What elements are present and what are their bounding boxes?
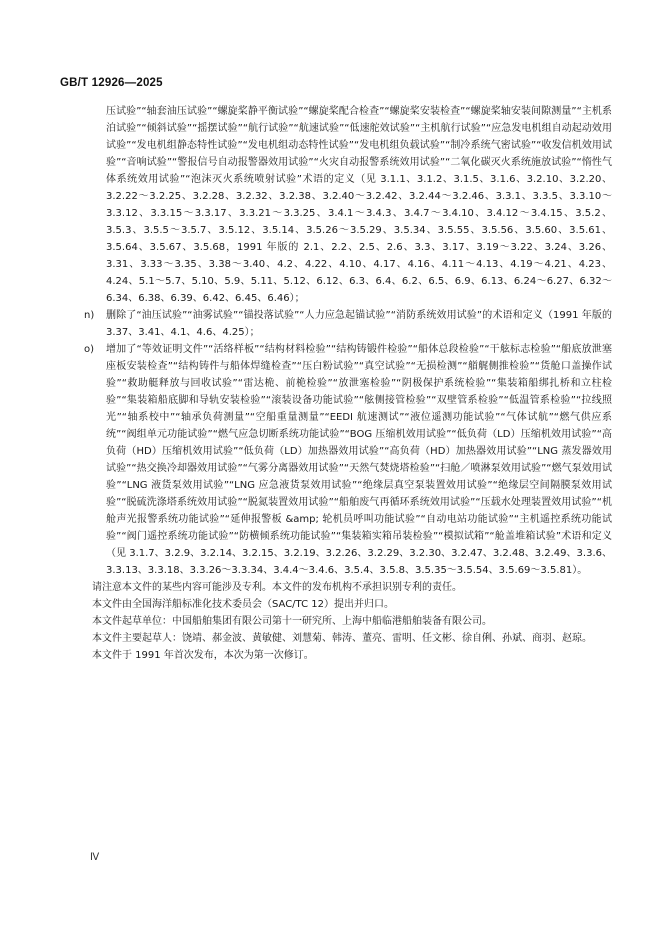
foreword-content [72,103,612,664]
standard-code-header: GB/T 12926—2025 [60,77,163,89]
list-marker-n: n) [84,310,95,321]
list-item-n [72,307,612,341]
list-text-o: 增加了“等效证明文件”“活络样板”“结构材料检验”“结构铸锻件检验”“船体总段检验”“干舷标志检验”“船底放泄塞座板安装检查”“结构铸件与船体焊缝检查”“压白粉试验”“真空试验”“无损检测”“艏艉侧推检验”“货舱口盖操作试验”“救助艇释放与回收试验”“雷达桅、前桅检验”“放泄塞检验”“阴极保护系统检验”“集装箱船绑扎桥和立柱检验”“集装箱船底脚和导轨安装检验”“滚装设备功能试验”“舷侧接管检验”“双壁管系检验”“低温管系检验”“拉线照光”“轴系校中”“轴承负荷测量”“空船重量测量”“EEDI 航速测试”“液位遥测功能试验”“气体试航”“燃气供应系统”“阀组单元功能试验”“燃气应急切断系统功能试验”“BOG 压缩机效用试验”“低负荷（LD）压缩机效用试验”“高负荷（HD）压缩机效用试验”“低负荷（LD）加热器效用试验”“高负荷（HD）加热器效用试验”“LNG 蒸发器效用试验”“热交换冷却器效用试验”“气雾分离器效用试验”“天然气焚烧塔检验”“扫舱／喷淋泵效用试验”“燃气泵效用试验”“LNG 液货泵效用试验”“LNG 应急液货泵效用试验”“绝缘层真空泵装置效用试验”“绝缘层空间隔膜泵效用试验”“脱硫洗涤塔系统效用试验”“脱氮装置效用试验”“船舶废气再循环系统效用试验”“压载水处理装置效用试验”“机舱声光报警系统功能试验”“延伸报警板 &amp; 轮机员呼叫功能试验”“自动电站功能试验”“主机遥控系统功能试验”“阀门遥控系统功能试验”“防横倾系统功能试验”“集装箱实箱吊装检验”“模拟试箱”“舱盖堆箱试验”术语和定义（见 3.1.7、3.2.9、3.2.14、3.2.15、3.2.19、3.2.26、3.2.29、3.2.30、3.2.47、3.2.48、3.2.49、3.3.6、3.3.13、3.3.18、3.3.26～3.3.34、3.4.4～3.4.6、3.5.4、3.5.8、3.5.35～3.5.54、3.5.69～3.5.81）。 [106,344,612,576]
list-item-o [72,341,612,579]
drafters: 本文件主要起草人：饶靖、郝金波、黄敏健、刘慧菊、韩涛、董亮、雷明、任文彬、徐自俐、孙斌、商羽、赵琼。 [92,633,592,644]
proposer-statement: 本文件由全国海洋船标准化技术委员会（SAC/TC 12）提出并归口。 [92,599,394,610]
list-marker-o: o) [84,344,95,355]
continuation-paragraph: 压试验”“轴套油压试验”“螺旋桨静平衡试验”“螺旋桨配合检查”“螺旋桨安装检查”“螺旋桨轴安装间隙测量”“主机系泊试验”“倾斜试验”“摇摆试验”“航行试验”“航速试验”“低速舵效试验”“主机航行试验”“应急发电机组自动起动效用试验”“发电机组静态特性试验”“发电机组动态特性试验”“发电机组负载试验”“制冷系统气密试验”“收发信机效用试验”“音响试验”“警报信号自动报警器效用试验”“火灾自动报警系统效用试验”“二氧化碳灭火系统施放试验”“惰性气体系统效用试验”“泡沫灭火系统喷射试验”术语的定义（见 3.1.1、3.1.2、3.1.5、3.1.6、3.2.10、3.2.20、3.2.22～3.2.25、3.2.28、3.2.32、3.2.38、3.2.40～3.2.42、3.2.44～3.2.46、3.3.1、3.3.5、3.3.10～3.3.12、3.3.15～3.3.17、3.3.21～3.3.25、3.4.1～3.4.3、3.4.7～3.4.10、3.4.12～3.4.15、3.5.2、3.5.3、3.5.5～3.5.7、3.5.12、3.5.14、3.5.26～3.5.29、3.5.34、3.5.55、3.5.56、3.5.60、3.5.61、3.5.64、3.5.67、3.5.68，1991 年版的 2.1、2.2、2.5、2.6、3.3、3.17、3.19～3.22、3.24、3.26、3.31、3.33～3.35、3.38～3.40、4.2、4.22、4.10、4.17、4.16、4.11～4.13、4.19～4.21、4.23、4.24、5.1～5.7、5.10、5.9、5.11、5.12、6.12、6.3、6.4、6.2、6.5、6.9、6.13、6.24～6.27、6.32～6.34、6.38、6.39、6.42、6.45、6.46）； [106,106,612,304]
page-number: Ⅳ [90,852,100,863]
drafting-units: 本文件起草单位：中国船舶集团有限公司第十一研究所、上海中船临港船舶装备有限公司。 [92,616,492,627]
list-text-n: 删除了“油压试验”“油雾试验”“锚投落试验”“人力应急起锚试验”“消防系统效用试验”的术语和定义（1991 年版的 3.37、3.41、4.1、4.6、4.25）； [106,310,612,338]
patent-notice: 请注意本文件的某些内容可能涉及专利。本文件的发布机构不承担识别专利的责任。 [92,582,462,593]
publication-history: 本文件于 1991 年首次发布，本次为第一次修订。 [92,650,314,661]
